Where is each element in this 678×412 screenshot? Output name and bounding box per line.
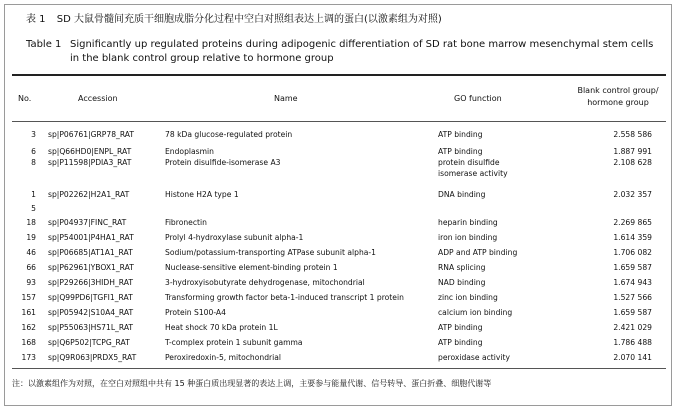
caption-chinese-number: 表 1 [26,14,46,25]
header-no: No. [18,94,32,103]
cell-go-function: NAD binding [438,278,486,287]
cell-ratio: 2.269 865 [613,218,652,227]
cell-name: 78 kDa glucose-regulated protein [165,130,293,139]
cell-accession: sp|P55063|HS71L_RAT [48,323,134,332]
cell-accession: sp|P05942|S10A4_RAT [48,308,134,317]
cell-no: 5 [31,204,36,213]
cell-name: Fibronectin [165,218,207,227]
cell-accession: sp|P11598|PDIA3_RAT [48,158,132,167]
cell-no: 162 [21,323,36,332]
cell-ratio: 1.659 587 [613,263,652,272]
caption-english-number: Table 1 [26,39,62,50]
cell-no: 93 [26,278,36,287]
cell-go-function: RNA splicing [438,263,486,272]
cell-no: 6 [31,147,36,156]
header-ratio-line2: hormone group [587,98,649,107]
cell-ratio: 1.887 991 [613,147,652,156]
cell-go-function: ATP binding [438,338,483,347]
cell-name: T-complex protein 1 subunit gamma [165,338,303,347]
cell-accession: sp|Q6P502|TCPG_RAT [48,338,130,347]
cell-go-function: DNA binding [438,190,486,199]
header-go-function: GO function [454,94,502,103]
cell-no: 1 [31,190,36,199]
footnote: 注：以激素组作为对照，在空白对照组中共有 15 种蛋白质出现显著的表达上调，主要参与能量代谢、信号转导、蛋白折叠、细胞代谢等 [12,379,492,388]
caption-english [26,38,656,66]
cell-ratio: 1.659 587 [613,308,652,317]
cell-go-function: peroxidase activity [438,353,510,362]
cell-ratio: 2.032 357 [613,190,652,199]
cell-accession: sp|P04937|FINC_RAT [48,218,127,227]
header-accession: Accession [78,94,118,103]
cell-name: Heat shock 70 kDa protein 1L [165,323,278,332]
cell-ratio: 1.527 566 [613,293,652,302]
cell-ratio: 2.421 029 [613,323,652,332]
cell-ratio: 2.558 586 [613,130,652,139]
table-body [0,124,678,366]
cell-go-function: iron ion binding [438,233,498,242]
cell-name: Prolyl 4-hydroxylase subunit alpha-1 [165,233,304,242]
cell-accession: sp|P06685|AT1A1_RAT [48,248,133,257]
cell-name: Peroxiredoxin-5, mitochondrial [165,353,282,362]
cell-no: 161 [21,308,36,317]
caption-chinese-text: SD 大鼠骨髓间充质干细胞成脂分化过程中空白对照组表达上调的蛋白(以激素组为对照) [56,14,442,25]
cell-go-function: zinc ion binding [438,293,498,302]
cell-go-function: heparin binding [438,218,498,227]
cell-no: 168 [21,338,36,347]
cell-ratio: 1.614 359 [613,233,652,242]
cell-no: 46 [26,248,36,257]
cell-name: Transforming growth factor beta-1-induced transcript 1 protein [165,293,404,302]
cell-ratio: 1.786 488 [613,338,652,347]
cell-go-function-line2: isomerase activity [438,169,508,178]
cell-name: Nuclease-sensitive element-binding protein 1 [165,263,338,272]
cell-accession: sp|P06761|GRP78_RAT [48,130,135,139]
cell-ratio: 2.070 141 [613,353,652,362]
cell-accession: sp|P54001|P4HA1_RAT [48,233,134,242]
cell-go-function: calcium ion binding [438,308,513,317]
table-top-rule [12,74,666,76]
table-header-rule [12,121,666,122]
cell-ratio: 1.706 082 [613,248,652,257]
cell-name: 3-hydroxyisobutyrate dehydrogenase, mitochondrial [165,278,365,287]
cell-accession: sp|Q9R063|PRDX5_RAT [48,353,137,362]
cell-name: Histone H2A type 1 [165,190,239,199]
header-ratio [568,85,668,109]
cell-go-function: ATP binding [438,323,483,332]
cell-accession: sp|Q99PD6|TGFI1_RAT [48,293,133,302]
cell-name: Sodium/potassium-transporting ATPase subunit alpha-1 [165,248,376,257]
cell-go-function: ADP and ATP binding [438,248,518,257]
cell-no: 8 [31,158,36,167]
header-ratio-line1: Blank control group/ [577,86,659,95]
cell-name: Endoplasmin [165,147,214,156]
cell-name: Protein disulfide-isomerase A3 [165,158,281,167]
cell-no: 19 [26,233,36,242]
caption-chinese [26,10,442,25]
cell-go-function: ATP binding [438,147,483,156]
caption-english-text: Significantly up regulated proteins during adipogenic differentiation of SD rat bone marrow mesenchymal stem cells in the blank control group relative to hormone group [70,39,654,64]
cell-go-function: protein disulfide [438,158,500,167]
cell-no: 18 [26,218,36,227]
cell-name: Protein S100-A4 [165,308,226,317]
cell-no: 157 [21,293,36,302]
table-bottom-rule [12,368,666,369]
cell-accession: sp|Q66HD0|ENPL_RAT [48,147,132,156]
cell-go-function: ATP binding [438,130,483,139]
cell-no: 3 [31,130,36,139]
cell-accession: sp|P29266|3HIDH_RAT [48,278,133,287]
cell-ratio: 1.674 943 [613,278,652,287]
cell-no: 173 [21,353,36,362]
cell-accession: sp|P62961|YBOX1_RAT [48,263,134,272]
cell-accession: sp|P02262|H2A1_RAT [48,190,130,199]
header-name: Name [274,94,298,103]
cell-no: 66 [26,263,36,272]
cell-ratio: 2.108 628 [613,158,652,167]
